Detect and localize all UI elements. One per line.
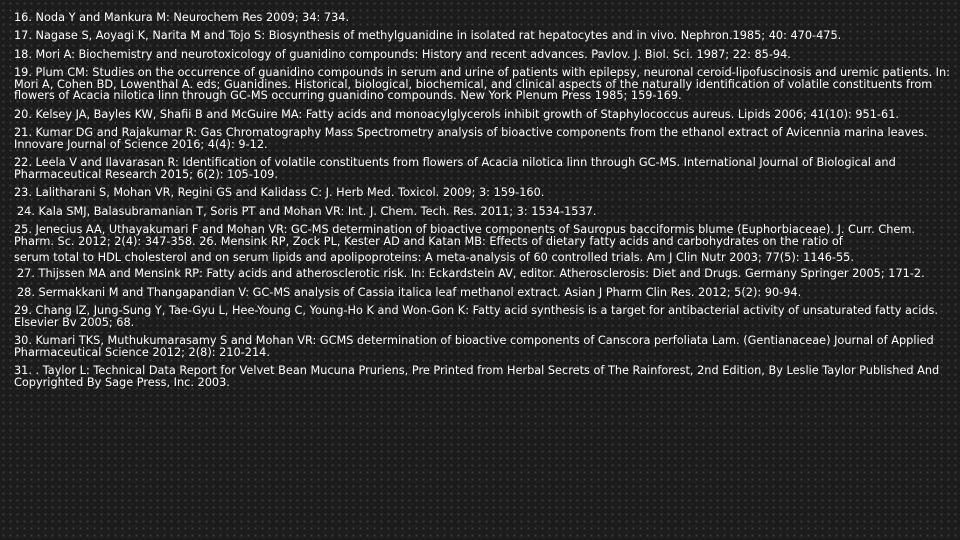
reference-22: 22. Leela V and Ilavarasan R: Identification of volatile constituents from flowers of Acacia nilotica linn through GC-MS. International Journal of Biological and Pharmaceutical Research 2015; 6(2): 105-109. <box>14 156 896 181</box>
reference-30: 30. Kumari TKS, Muthukumarasamy S and Mohan VR: GCMS determination of bioactive components of Canscora perfoliata Lam. (Gentianaceae) Journal of Applied Pharmaceutical Science 2012; 2(8): 210-214. <box>14 333 934 359</box>
reference-19: 19. Plum CM: Studies on the occurrence of guanidino compounds in serum and urine of patients with epilepsy, neuronal ceroid-lipofuscinosis and uremic patients. In: Mori A, Cohen BD, Lowenthal A. eds; Guanidines. Historical, biological, biochemical, and clinical aspects of the naturally identification of volatile constituents from flowers of Acacia nilotica linn through GC-MS occurring guanidino compounds. New York Plenum Press 1985; 159-169. <box>14 65 950 103</box>
reference-20: 20. Kelsey JA, Bayles KW, Shafii B and McGuire MA: Fatty acids and monoacylglycerols inhibit growth of Staphylococcus aureus. Lipids 2006; 41(10): 951-61. <box>14 107 899 121</box>
reference-16: 16. Noda Y and Mankura M: Neurochem Res 2009; 34: 734. <box>14 11 350 24</box>
reference-list <box>14 12 950 395</box>
reference-26-continued: serum total to HDL cholesterol and on serum lipids and apolipoproteins: A meta-analysis of 60 controlled trials. Am J Clin Nutr 2003; 77(5): 1146-55. <box>14 251 854 265</box>
reference-27: 27. Thijssen MA and Mensink RP: Fatty acids and atherosclerotic risk. In: Eckardstein AV, editor. Atherosclerosis: Diet and Drugs. Germany Springer 2005; 171-2. <box>17 267 925 281</box>
reference-28: 28. Sermakkani M and Thangapandian V: GC-MS analysis of Cassia italica leaf methanol extract. Asian J Pharm Clin Res. 2012; 5(2): 90-94. <box>17 285 802 299</box>
reference-21: 21. Kumar DG and Rajakumar R: Gas Chromatography Mass Spectrometry analysis of bioactive components from the ethanol extract of Avicennia marina leaves. Innovare Journal of Science 2016; 4(4): 9-12. <box>14 126 928 151</box>
reference-18: 18. Mori A: Biochemistry and neurotoxicology of guanidino compounds: History and recent advances. Pavlov. J. Biol. Sci. 1987; 22: 85-94. <box>14 47 791 61</box>
reference-25-26: 25. Jenecius AA, Uthayakumari F and Mohan VR: GC-MS determination of bioactive components of Sauropus bacciformis blume (Euphorbiaceae). J. Curr. Chem. Pharm. Sc. 2012; 2(4): 347-358. 26. Mensink RP, Zock PL, Kester AD and Katan MB: Effects of dietary fatty acids and carbohydrates on the ratio of <box>14 222 915 248</box>
reference-24: 24. Kala SMJ, Balasubramanian T, Soris PT and Mohan VR: Int. J. Chem. Tech. Res. 2011; 3: 1534-1537. <box>17 204 597 218</box>
reference-17: 17. Nagase S, Aoyagi K, Narita M and Tojo S: Biosynthesis of methylguanidine in isolated rat hepatocytes and in vivo. Nephron.1985; 40: 470-475. <box>14 29 842 43</box>
reference-23: 23. Lalitharani S, Mohan VR, Regini GS and Kalidass C: J. Herb Med. Toxicol. 2009; 3: 159-160. <box>14 186 545 200</box>
reference-29: 29. Chang IZ, Jung-Sung Y, Tae-Gyu L, Hee-Young C, Young-Ho K and Won-Gon K: Fatty acid synthesis is a target for antibacterial activity of unsaturated fatty acids. Elsevier Bv 2005; 68. <box>14 303 938 329</box>
reference-31: 31. . Taylor L: Technical Data Report for Velvet Bean Mucuna Pruriens, Pre Printed from Herbal Secrets of The Rainforest, 2nd Edition, By Leslie Taylor Published And Copyrighted By Sage Press, Inc. 2003. <box>14 364 940 389</box>
